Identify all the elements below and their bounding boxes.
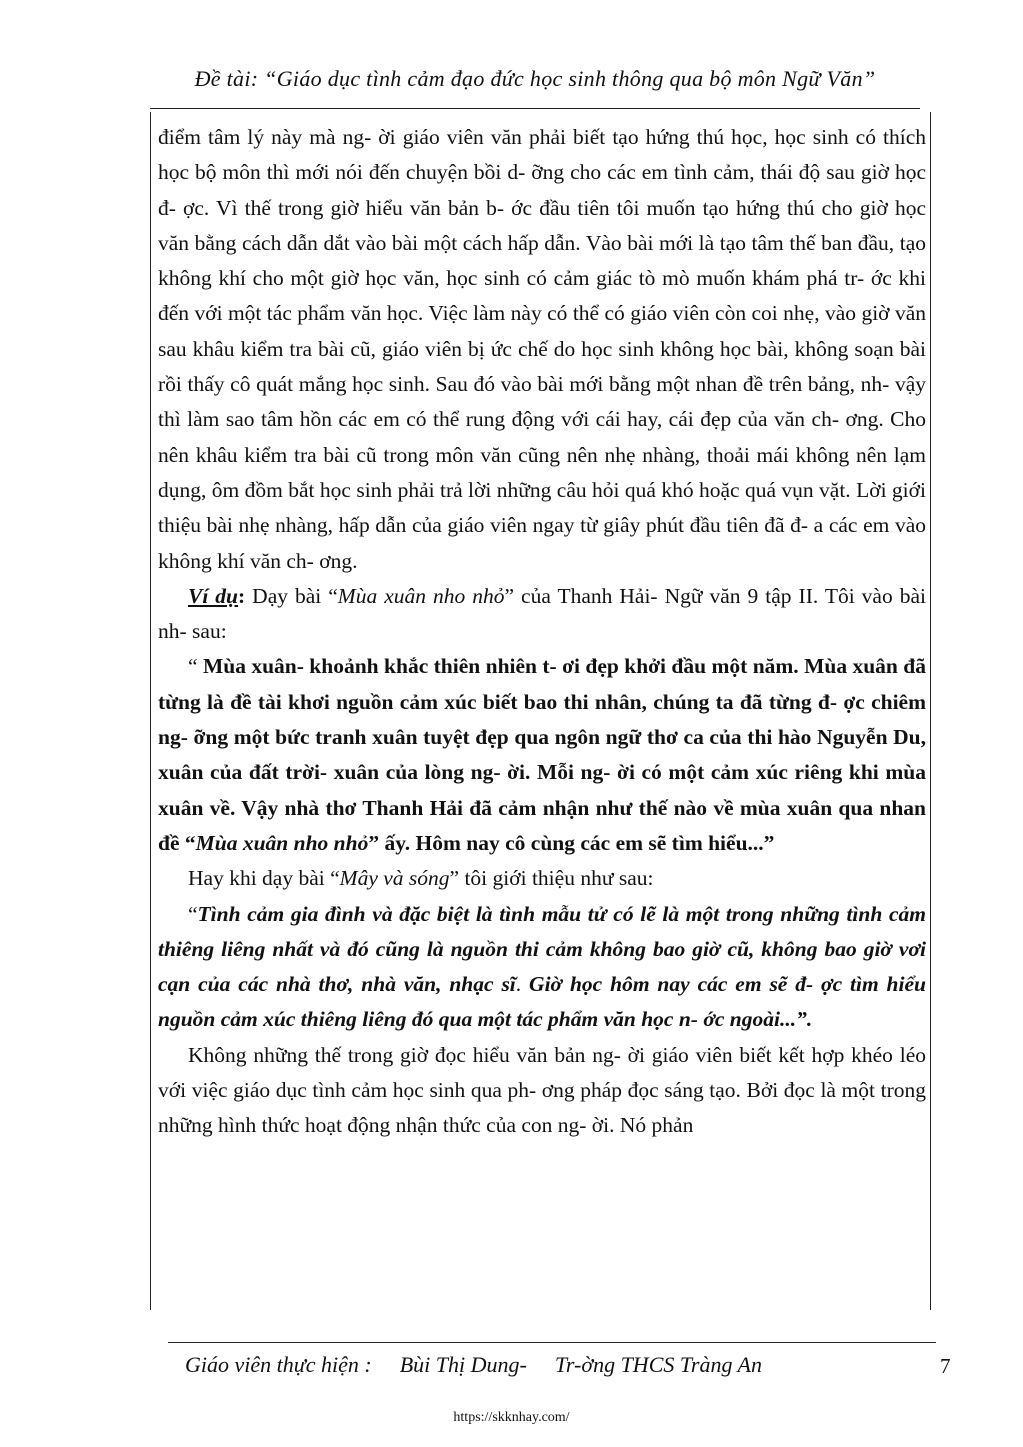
page-number: 7 bbox=[940, 1354, 951, 1378]
example-text-a: Dạy bài “ bbox=[245, 583, 338, 608]
poem-title: Mùa xuân nho nhỏ bbox=[337, 583, 505, 608]
intro-quote-1 bbox=[158, 649, 926, 861]
quote-bold-text: Mùa xuân- khoảnh khắc thiên nhiên t- ơi đẹp khởi đầu một năm. Mùa xuân đã từng là đề tài khơi nguồn cảm xúc biết bao thi nhân, chúng ta đã từng đ- ợc chiêm ng- ỡng một bức tranh xuân tuyệt đẹp qua ngôn ngữ thơ ca của thi hào Nguyễn Du, xuân của đất trời- xuân của lòng ng- ời. Mỗi ng- ời có một cảm xúc riêng khi mùa xuân về. Vậy nhà thơ Thanh Hải đã cảm nhận như thế nào về mùa xuân qua nhan đề “ bbox=[158, 654, 926, 855]
text: ” tôi giới thiệu như sau: bbox=[449, 866, 654, 891]
work-title: Mây và sóng bbox=[339, 866, 450, 891]
footer-school: Tr-ờng THCS Tràng An bbox=[554, 1352, 762, 1377]
example-paragraph bbox=[158, 579, 926, 650]
quote-bold-end: ” ấy. Hôm nay cô cùng các em sẽ tìm hiểu...” bbox=[368, 830, 775, 855]
example-label: Ví dụ bbox=[188, 583, 239, 608]
paragraph: Không những thế trong giờ đọc hiểu văn bản ng- ời giáo viên biết kết hợp khéo léo với việc giáo dục tình cảm học sinh qua ph- ơng pháp đọc sáng tạo. Bởi đọc là một trong những hình thức hoạt động nhận thức của con ng- ời. Nó phản bbox=[158, 1042, 926, 1138]
paragraph: điểm tâm lý này mà ng- ời giáo viên văn phải biết tạo hứng thú học, học sinh có thích học bộ môn thì mới nói đến chuyện bồi d- ỡng cho các em tình cảm, thái độ sau giờ học đ- ợc. Vì thế trong giờ hiểu văn bản b- ớc đầu tiên tôi muốn tạo hứng thú cho giờ học văn bằng cách dẫn dắt vào bài một cách hấp dẫn. Vào bài mới là tạo tâm thế ban đầu, tạo không khí cho một giờ học văn, học sinh có cảm giác tò mò muốn khám phá tr- ớc khi đến với một tác phẩm văn học. Việc làm này có thể có giáo viên còn coi nhẹ, vào giờ văn sau khâu kiểm tra bài cũ, giáo viên bị ức chế do học sinh không học bài, không soạn bài rồi thấy cô quát mắng học sinh. Sau đó vào bài mới bằng một nhan đề trên bảng, nh- vậy thì làm sao tâm hồn các em có thể rung động với cái hay, cái đẹp của văn ch- ơng. Cho nên khâu kiểm tra bài cũ trong môn văn cũng nên nhẹ nhàng, thoải mái không nên lạm dụng, ôm đồm bắt học sinh phải trả lời những câu hỏi quá khó hoặc quá vụn vặt. Lời giới thiệu bài nhẹ nhàng, hấp dẫn của giáo viên ngay từ giây phút đầu tiên đã đ- a các em vào không khí văn ch- ơng. bbox=[158, 125, 926, 573]
quote-dot: . bbox=[515, 972, 530, 997]
source-url: https://skknhay.com/ bbox=[453, 1410, 570, 1425]
paragraph bbox=[158, 861, 926, 896]
quote-bold-italic-1: Tình cảm gia đình và đặc biệt là tình mẫu tử có lẽ là một trong những tình cảm thiêng liêng nhất và đó cũng là nguồn thi cảm không bao giờ cũ, không bao giờ vơi cạn của các nhà thơ, nhà văn, nhạc sĩ bbox=[158, 901, 926, 997]
text: Hay khi dạy bài “ bbox=[188, 866, 340, 891]
quote-bold-italic-2: Giờ học hôm nay các em sẽ đ- ợc tìm hiểu nguồn cảm xúc thiêng liêng đó qua một tác phẩm văn học n- ớc ngoài...”. bbox=[158, 972, 926, 1032]
intro-quote-2 bbox=[158, 897, 926, 1038]
quote-open: “ bbox=[188, 654, 203, 679]
footer-teacher-label: Giáo viên thực hiện : bbox=[185, 1352, 372, 1377]
footer-teacher-name: Bùi Thị Dung- bbox=[399, 1352, 527, 1377]
poem-title: Mùa xuân nho nhỏ bbox=[195, 830, 369, 855]
quote-open: “ bbox=[188, 901, 198, 926]
header-rule bbox=[150, 108, 920, 109]
example-colon: : bbox=[238, 583, 246, 608]
example-text-b: ” của Thanh Hải- Ngữ văn 9 tập II. Tôi vào bài nh- sau: bbox=[158, 583, 926, 644]
page-footer bbox=[185, 1352, 885, 1378]
body-text bbox=[158, 120, 926, 1144]
page-header-title: Đề tài: “Giáo dục tình cảm đạo đức học sinh thông qua bộ môn Ngữ Văn” bbox=[194, 66, 876, 91]
footer-rule bbox=[168, 1342, 936, 1343]
